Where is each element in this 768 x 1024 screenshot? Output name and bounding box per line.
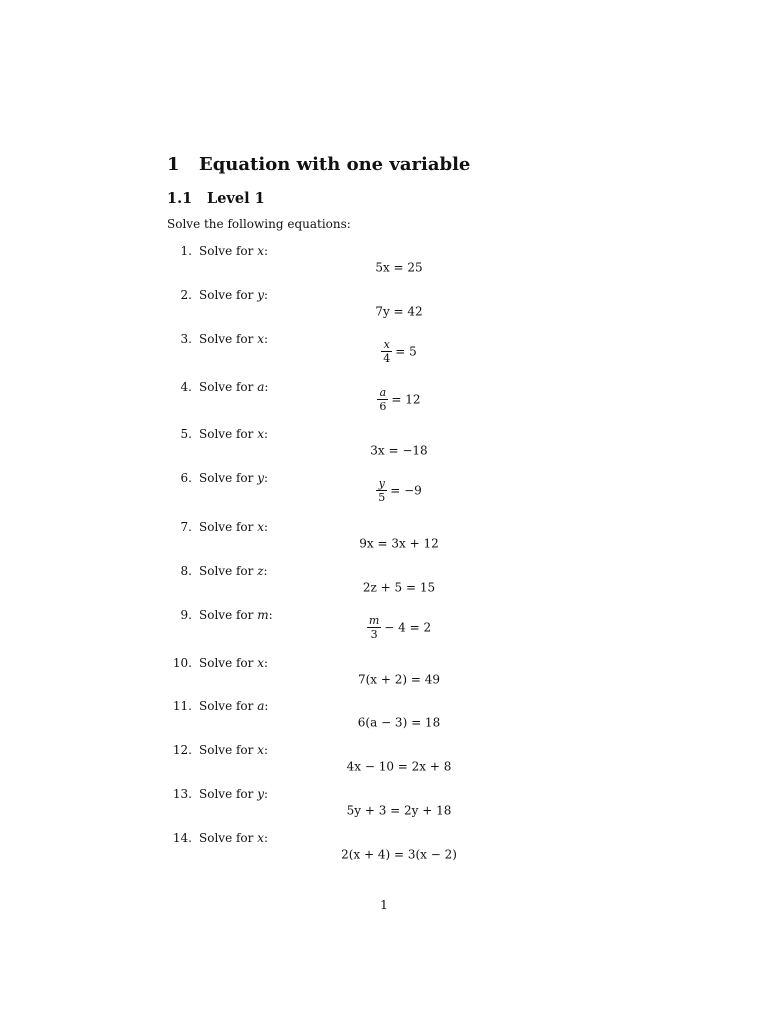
item-number: 6. — [180, 471, 192, 485]
instruction-suffix: : — [263, 520, 269, 534]
page-number: 1 — [380, 898, 388, 912]
variable-name: a — [257, 699, 265, 713]
list-item — [0, 471, 768, 511]
fraction — [367, 614, 381, 641]
instruction-suffix: : — [264, 699, 269, 713]
instruction-suffix: : — [263, 427, 269, 441]
variable-name: m — [257, 608, 269, 622]
equation — [0, 672, 768, 687]
fraction-numerator: a — [377, 386, 388, 400]
item-number: 14. — [172, 831, 192, 845]
fraction-denominator: 4 — [383, 352, 391, 365]
item-instruction — [199, 288, 268, 302]
subsection-title: Level 1 — [207, 190, 265, 207]
equation — [0, 386, 768, 413]
item-instruction — [199, 656, 268, 670]
instruction-prefix: Solve for — [199, 380, 258, 394]
equation-text: 5x = 25 — [375, 260, 423, 275]
instruction-suffix: : — [263, 288, 269, 302]
fraction — [381, 338, 392, 365]
fraction — [376, 477, 387, 504]
instruction-prefix: Solve for — [199, 787, 258, 801]
list-item — [0, 244, 768, 284]
item-number: 8. — [180, 564, 192, 578]
equation-text: 9x = 3x + 12 — [359, 536, 439, 551]
variable-name: x — [257, 831, 264, 845]
item-instruction — [199, 427, 268, 441]
list-item — [0, 656, 768, 696]
instruction-prefix: Solve for — [199, 427, 258, 441]
item-number: 1. — [180, 244, 192, 258]
item-number: 3. — [180, 332, 192, 346]
equation-text: 7y = 42 — [375, 304, 423, 319]
variable-name: x — [257, 520, 264, 534]
instruction-suffix: : — [264, 380, 269, 394]
list-item — [0, 831, 768, 871]
variable-name: y — [257, 471, 264, 485]
list-item — [0, 787, 768, 827]
fraction-numerator: y — [376, 477, 387, 491]
item-number: 2. — [180, 288, 192, 302]
equation — [0, 847, 768, 862]
section-title: Equation with one variable — [199, 154, 471, 175]
list-item — [0, 699, 768, 739]
item-number: 10. — [172, 656, 192, 670]
variable-name: x — [257, 427, 264, 441]
item-instruction — [199, 787, 268, 801]
item-number: 9. — [180, 608, 192, 622]
item-number: 11. — [172, 699, 192, 713]
list-item — [0, 743, 768, 783]
equation-text: − 4 = 2 — [384, 620, 432, 635]
variable-name: x — [257, 244, 264, 258]
equation-text: 3x = −18 — [370, 443, 428, 458]
instruction-prefix: Solve for — [199, 656, 258, 670]
instruction-suffix: : — [263, 787, 269, 801]
item-number: 4. — [180, 380, 192, 394]
variable-name: y — [257, 787, 264, 801]
item-number: 7. — [180, 520, 192, 534]
equation — [0, 536, 768, 551]
item-instruction — [199, 699, 268, 713]
subsection-heading — [167, 190, 265, 207]
instruction-prefix: Solve for — [199, 564, 258, 578]
fraction-numerator: m — [368, 614, 380, 627]
item-instruction — [199, 564, 268, 578]
list-item — [0, 427, 768, 467]
instruction-prefix: Solve for — [199, 332, 258, 346]
intro-text: Solve the following equations: — [167, 217, 351, 231]
list-item — [0, 288, 768, 328]
instruction-suffix: : — [263, 332, 269, 346]
instruction-suffix: : — [268, 608, 273, 622]
equation — [0, 759, 768, 774]
instruction-prefix: Solve for — [199, 608, 258, 622]
variable-name: y — [257, 288, 264, 302]
equation — [0, 477, 768, 504]
equation-text: 5y + 3 = 2y + 18 — [346, 803, 452, 818]
instruction-suffix: : — [263, 656, 269, 670]
instruction-prefix: Solve for — [199, 288, 258, 302]
equation-text: 2(x + 4) = 3(x − 2) — [341, 847, 457, 862]
item-instruction — [199, 831, 268, 845]
item-number: 5. — [180, 427, 192, 441]
equation — [0, 260, 768, 275]
variable-name: x — [257, 656, 264, 670]
list-item — [0, 564, 768, 604]
equation-text: 6(a − 3) = 18 — [357, 715, 441, 730]
instruction-suffix: : — [263, 743, 269, 757]
equation-text: 7(x + 2) = 49 — [357, 672, 441, 687]
list-item — [0, 520, 768, 560]
instruction-prefix: Solve for — [199, 699, 258, 713]
item-instruction — [199, 244, 268, 258]
item-number: 12. — [172, 743, 192, 757]
list-item — [0, 380, 768, 420]
instruction-prefix: Solve for — [199, 520, 258, 534]
equation-text: 4x − 10 = 2x + 8 — [346, 759, 452, 774]
fraction-denominator: 3 — [370, 628, 378, 641]
equation-text: 2z + 5 = 15 — [362, 580, 436, 595]
instruction-prefix: Solve for — [199, 743, 258, 757]
fraction — [377, 386, 388, 413]
section-heading — [167, 154, 470, 175]
item-instruction — [199, 520, 268, 534]
instruction-prefix: Solve for — [199, 831, 258, 845]
fraction-denominator: 5 — [378, 491, 386, 504]
equation-text: = 12 — [391, 392, 421, 407]
fraction-denominator: 6 — [379, 400, 387, 413]
variable-name: x — [257, 332, 264, 346]
item-number: 13. — [172, 787, 192, 801]
item-instruction — [199, 743, 268, 757]
equation — [0, 338, 768, 365]
equation — [0, 803, 768, 818]
list-item — [0, 608, 768, 648]
instruction-suffix: : — [263, 831, 269, 845]
subsection-number: 1.1 — [167, 190, 193, 207]
instruction-suffix: : — [263, 564, 268, 578]
variable-name: x — [257, 743, 264, 757]
equation — [0, 304, 768, 319]
equation-text: = −9 — [390, 483, 422, 498]
fraction-numerator: x — [381, 338, 392, 352]
equation-text: = 5 — [395, 344, 417, 359]
variable-name: a — [257, 380, 265, 394]
instruction-suffix: : — [263, 471, 269, 485]
equation — [0, 715, 768, 730]
equation — [0, 443, 768, 458]
instruction-prefix: Solve for — [199, 471, 258, 485]
list-item — [0, 332, 768, 372]
equation — [0, 580, 768, 595]
equation — [0, 614, 768, 641]
variable-name: z — [257, 564, 264, 578]
instruction-suffix: : — [263, 244, 269, 258]
section-number: 1 — [167, 154, 180, 175]
instruction-prefix: Solve for — [199, 244, 258, 258]
